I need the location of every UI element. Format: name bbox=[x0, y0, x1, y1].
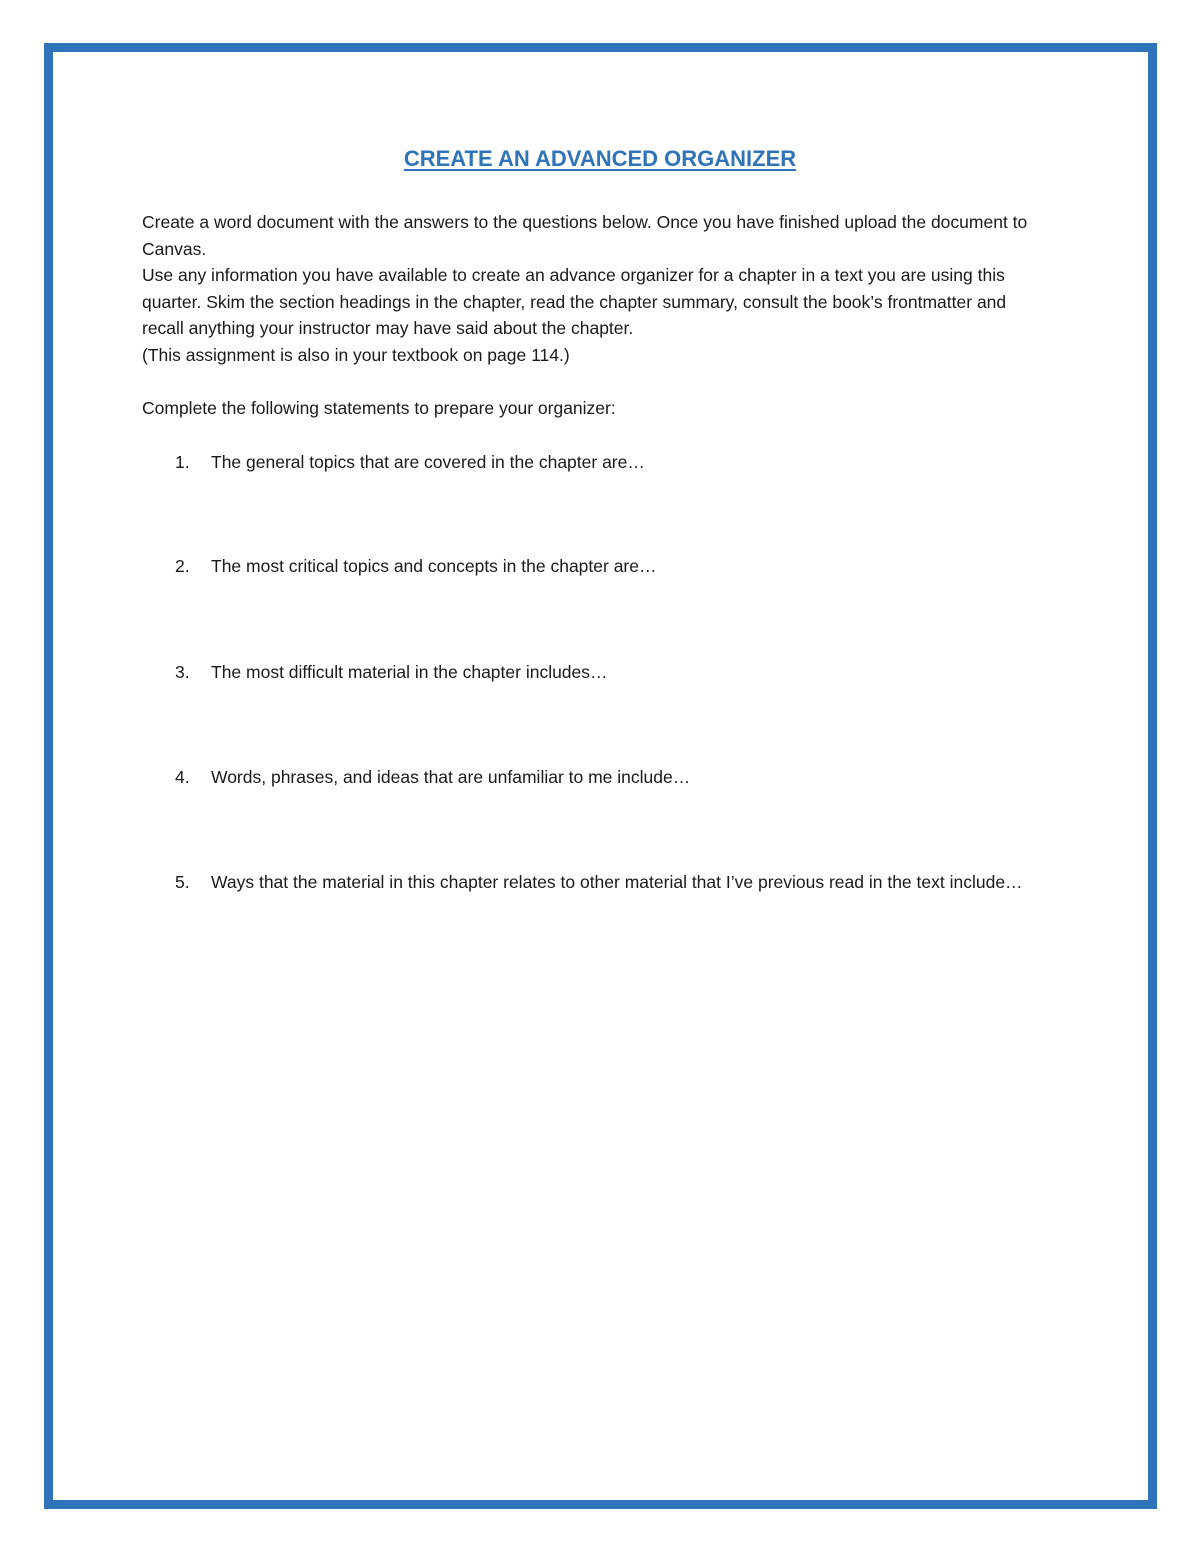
question-item-2 bbox=[142, 553, 1062, 580]
question-item-4 bbox=[142, 764, 1062, 791]
question-number: 4. bbox=[175, 767, 190, 787]
question-item-3 bbox=[142, 659, 1062, 686]
document-title: CREATE AN ADVANCED ORGANIZER bbox=[403, 146, 797, 171]
question-item-5 bbox=[142, 869, 1062, 896]
question-number: 2. bbox=[175, 556, 190, 576]
question-text: The most difficult material in the chapter includes… bbox=[211, 662, 608, 682]
intro-paragraph-description: Use any information you have available to create an advance organizer for a chapter in a text you are using this quarter. Skim the section headings in the chapter, read the chapter summary, consult the book’s frontmatter and recall anything your instructor may have said about the chapter. bbox=[142, 265, 1007, 338]
question-text: The most critical topics and concepts in the chapter are… bbox=[211, 556, 657, 576]
intro-section bbox=[142, 209, 1042, 368]
question-number: 3. bbox=[175, 662, 190, 682]
intro-paragraph-textbook-note: (This assignment is also in your textbook on page 114.) bbox=[142, 344, 570, 365]
questions-lead-text: Complete the following statements to prepare your organizer: bbox=[142, 398, 616, 418]
question-text: The general topics that are covered in the chapter are… bbox=[211, 452, 645, 472]
question-number: 5. bbox=[175, 872, 190, 892]
question-item-1 bbox=[142, 449, 1062, 476]
intro-paragraph-instructions: Create a word document with the answers to the questions below. Once you have finished upload the document to Canvas. bbox=[142, 212, 1028, 259]
question-number: 1. bbox=[175, 452, 190, 472]
question-text: Ways that the material in this chapter relates to other material that I’ve previous read in the text include… bbox=[211, 872, 1023, 892]
question-text: Words, phrases, and ideas that are unfamiliar to me include… bbox=[211, 767, 691, 787]
